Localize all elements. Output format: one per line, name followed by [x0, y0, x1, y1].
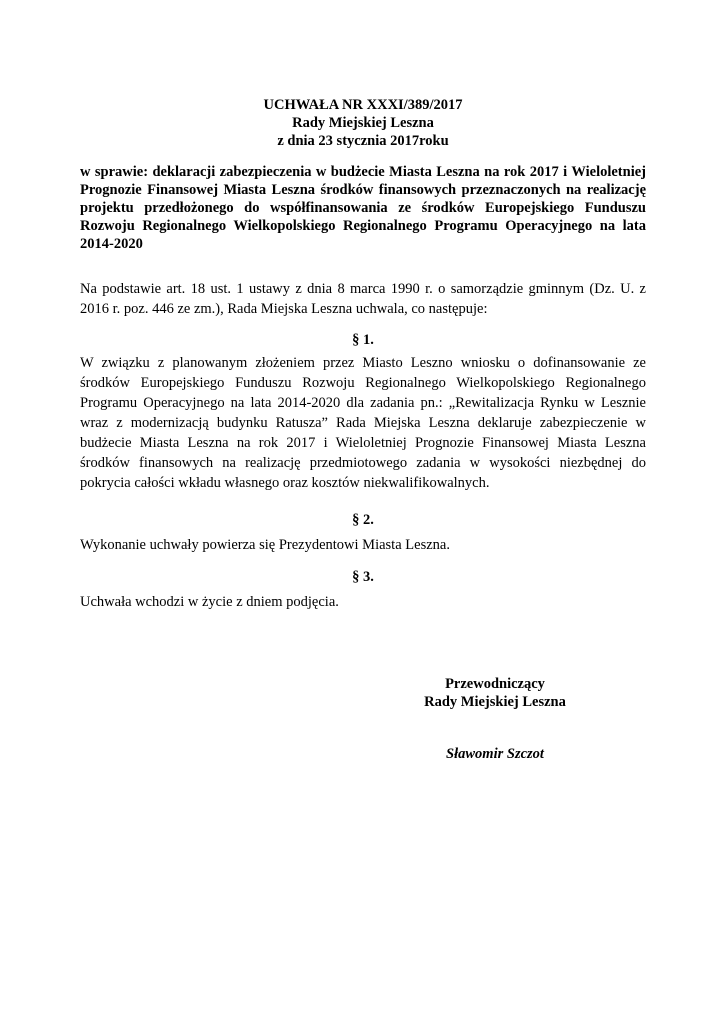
legal-basis: Na podstawie art. 18 ust. 1 ustawy z dnia 8 marca 1990 r. o samorządzie gminnym (Dz. U. z 2016 r. poz. 446 ze zm.), Rada Miejska Leszna uchwala, co następuje: [80, 281, 646, 317]
resolution-number: UCHWAŁA NR XXXI/389/2017 [263, 97, 463, 113]
section-2-text: Wykonanie uchwały powierza się Prezydentowi Miasta Leszna. [80, 537, 450, 553]
signatory-body: Rady Miejskiej Leszna [424, 694, 566, 710]
section-2-heading: § 2. [352, 512, 374, 528]
signature-block [400, 675, 590, 763]
resolution-subject: w sprawie: deklaracji zabezpieczenia w budżecie Miasta Leszna na rok 2017 i Wieloletniej Prognozie Finansowej Miasta Leszna środków finansowych przeznaczonych na realizację projektu przedłożonego do współfinansowania ze środków Europejskiego Funduszu Rozwoju Regionalnego Wielkopolskiego Regionalnego Programu Operacyjnego na lata 2014-2020 [80, 164, 646, 252]
document-page [80, 0, 646, 1024]
section-1-text: W związku z planowanym złożeniem przez Miasto Leszno wniosku o dofinansowanie ze środków Europejskiego Funduszu Rozwoju Regionalnego Wielkopolskiego Regionalnego Programu Operacyjnego na lata 2014-2020 dla zadania pn.: „Rewitalizacja Rynku w Lesznie wraz z modernizacją budynku Ratusza” Rada Miejska Leszna deklaruje zabezpieczenie w budżecie Miasta Leszna na rok 2017 i Wieloletniej Prognozie Finansowej Miasta Leszna środków finansowych na realizację przedmiotowego zadania w wysokości niezbędnej do pokrycia całości wkładu własnego oraz kosztów niekwalifikowalnych. [80, 355, 646, 491]
resolution-header [80, 96, 646, 150]
signatory-role: Przewodniczący [445, 676, 545, 692]
section-3-heading: § 3. [352, 569, 374, 585]
signatory-name: Sławomir Szczot [446, 746, 544, 762]
resolution-date: z dnia 23 stycznia 2017roku [277, 133, 449, 149]
section-1-heading: § 1. [352, 332, 374, 348]
section-3-text: Uchwała wchodzi w życie z dniem podjęcia. [80, 594, 339, 610]
council-name: Rady Miejskiej Leszna [292, 115, 434, 131]
